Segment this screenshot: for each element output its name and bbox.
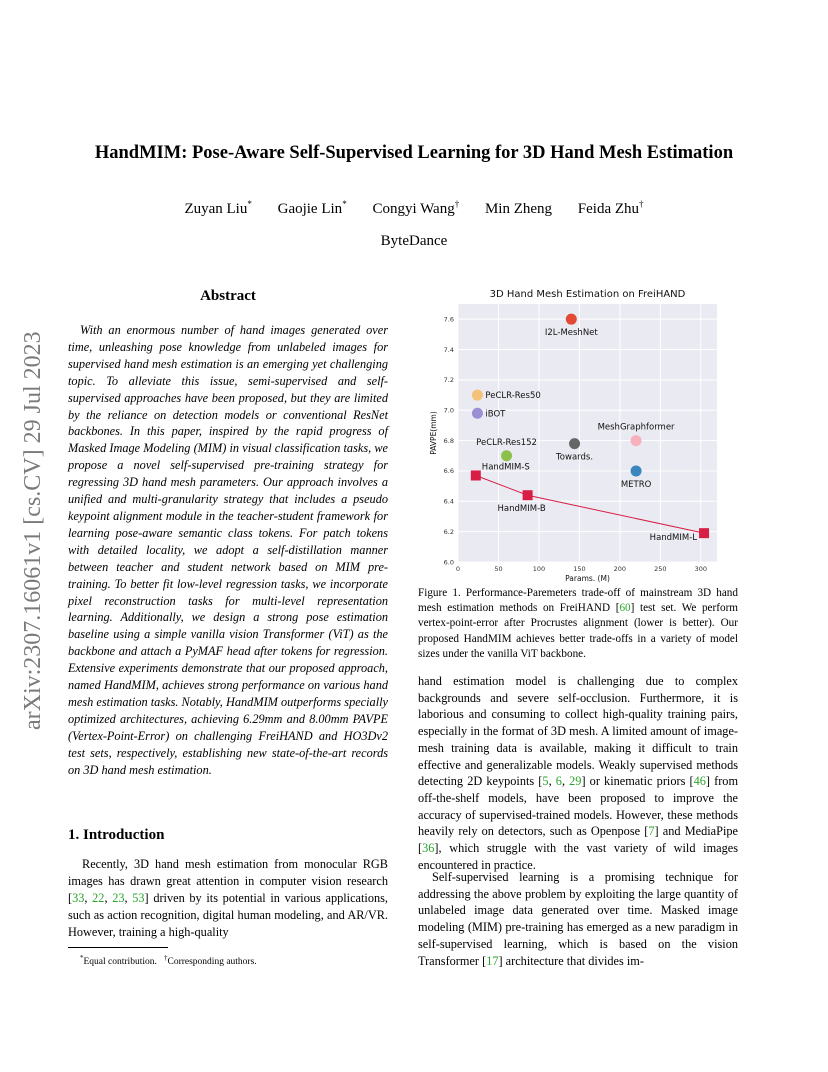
y-tick-label: 6.8: [443, 436, 454, 445]
y-tick-label: 7.4: [443, 345, 454, 354]
point-label: MeshGraphformer: [597, 422, 675, 433]
y-tick-label: 6.6: [443, 467, 454, 476]
introduction-paragraph: Recently, 3D hand mesh estimation from monocular RGB images has drawn great attention in computer vision research [33, 22, 23, 53] driven by its potential in various applications, such as action recognition, digital human modeling, and AR/VR. However, training a high-quality: [68, 857, 388, 939]
point-label: PeCLR-Res152: [476, 437, 537, 448]
data-point: [472, 390, 483, 401]
author-list: [0, 194, 828, 219]
x-tick-label: 300: [694, 565, 708, 573]
y-tick-label: 7.6: [443, 315, 454, 324]
x-tick-label: 50: [494, 565, 503, 573]
affiliation: ByteDance: [380, 233, 448, 249]
footnote-divider: [68, 947, 168, 948]
data-point: [631, 465, 642, 476]
section-heading-introduction: 1. Introduction: [68, 827, 165, 843]
author: Min Zheng: [484, 201, 553, 217]
plot-area: [458, 304, 717, 562]
abstract-heading: Abstract: [200, 288, 256, 304]
x-tick-label: 200: [613, 565, 627, 573]
data-point: [631, 435, 642, 446]
citation-link[interactable]: 5: [542, 774, 549, 789]
series-point-label: HandMIM-L: [649, 533, 698, 544]
citation-link[interactable]: 33: [72, 891, 85, 905]
series-marker: [471, 470, 481, 480]
citation-link[interactable]: 53: [132, 891, 145, 905]
series-marker: [699, 528, 709, 538]
scatter-plot: [412, 282, 742, 587]
chart-title: 3D Hand Mesh Estimation on FreiHAND: [489, 289, 686, 300]
citation-link[interactable]: 7: [648, 824, 655, 839]
author: Gaojie Lin*: [277, 199, 347, 217]
footnote: *Equal contribution. †Corresponding authors.: [80, 954, 257, 968]
x-tick-label: 250: [654, 565, 667, 573]
paper-title: HandMIM: Pose-Aware Self-Supervised Learning for 3D Hand Mesh Estimation: [94, 143, 734, 163]
point-label: METRO: [620, 479, 652, 490]
series-marker: [523, 490, 533, 500]
citation-link[interactable]: 17: [486, 953, 499, 968]
arxiv-stamp: arXiv:2307.16061v1 [cs.CV] 29 Jul 2023: [20, 331, 46, 731]
y-tick-label: 7.2: [443, 376, 454, 385]
point-label: iBOT: [485, 409, 506, 420]
body-paragraph: hand estimation model is challenging due to complex backgrounds and severe self-occlusion. Furthermore, it is laborious and consuming to collect high-quality training pairs, especially in the format of 3D mesh. A limited amount of image-mesh training data is available, making it difficult to train effective and generalizable models. Weakly supervised methods detecting 2D keypoints [5, 6, 29] or kinematic priors [46] from off-the-shelf models, have been proposed to improve the accuracy of supervised-trained models. However, these methods heavily rely on detectors, such as Openpose [7] and MediaPipe [36], which struggle with the vast variety of wild images encountered in practice.: [418, 674, 739, 872]
point-label: I2L-MeshNet: [544, 328, 598, 339]
citation-link[interactable]: 29: [569, 774, 582, 789]
y-tick-label: 6.2: [443, 527, 454, 536]
x-tick-label: 0: [455, 565, 461, 573]
citation-link[interactable]: 46: [693, 774, 706, 789]
figure-caption: Figure 1. Performance-Paremeters trade-off of mainstream 3D hand mesh estimation methods on FreiHAND [60] test set. We perform vertex-point-error after Procrustes alignment (lower is better). Our proposed HandMIM achieves better trade-offs in a variety of model sizes under the vanilla ViT backbone.: [418, 587, 738, 660]
body-paragraph: Self-supervised learning is a promising technique for addressing the above problem by exploiting the large quantity of unlabeled image data generated over time. Masked image modeling (MIM) pre-training has emerged as a new paradigm in self-supervised learning, which is based on the vision Transformer [17] architecture that divides im-: [418, 870, 738, 968]
y-tick-label: 6.0: [443, 558, 454, 567]
citation-link[interactable]: 60: [619, 602, 631, 615]
figure-1-chart: [412, 282, 742, 587]
point-label: PeCLR-Res50: [485, 391, 541, 402]
data-point: [569, 438, 580, 449]
author: Congyi Wang†: [372, 199, 460, 217]
y-tick-label: 7.0: [443, 406, 454, 415]
abstract-text: With an enormous number of hand images generated over time, unleashing pose knowledge from unlabeled images for supervised hand mesh estimation is an emerging yet challenging topic. To alleviate this issue, semi-supervised and self-supervised approaches have been proposed, but they are limited by the reliance on detection models or conventional ResNet backbones. In this paper, inspired by the rapid progress of Masked Image Modeling (MIM) in visual classification tasks, we propose a novel self-supervised pre-training strategy for regressing 3D hand mesh parameters. Our approach involves a unified and multi-granularity strategy that includes a pseudo keypoint alignment module in the teacher-student framework for learning pose-aware semantic class tokens. For patch tokens with detailed locality, we adopt a self-distillation manner between teacher and student network based on MIM pre-training. To better fit low-level regression tasks, we incorporate pixel reconstruction tasks for multi-level representation learning. Additionally, we design a strong pose estimation baseline using a simple vanilla vision Transformer (ViT) as the backbone and attach a PyMAF head after tokens for regression. Extensive experiments demonstrate that our proposed approach, named HandMIM, achieves strong performance on various hand mesh estimation tasks. Notably, HandMIM outperforms specially optimized architectures, achieving 6.29mm and 8.00mm PAVPE (Vertex-Point-Error) on challenging FreiHAND and HO3Dv2 test sets, respectively, establishing new state-of-the-art records on 3D hand mesh estimation.: [68, 323, 388, 777]
y-axis-label: PAVPE(mm): [429, 411, 438, 455]
author: Zuyan Liu*: [184, 199, 252, 217]
y-tick-label: 6.4: [443, 497, 454, 506]
citation-link[interactable]: 36: [422, 841, 435, 856]
citation-link[interactable]: 22: [92, 891, 105, 905]
x-tick-label: 150: [573, 565, 586, 573]
citation-link[interactable]: 6: [555, 774, 562, 789]
data-point: [566, 314, 577, 325]
series-point-label: HandMIM-B: [497, 504, 546, 515]
citation-link[interactable]: 23: [112, 891, 125, 905]
x-tick-label: 100: [532, 565, 546, 573]
data-point: [501, 450, 512, 461]
point-label: Towards.: [556, 452, 594, 463]
data-point: [472, 408, 483, 419]
author: Feida Zhu†: [577, 199, 644, 217]
x-axis-label: Params. (M): [565, 574, 610, 583]
series-point-label: HandMIM-S: [481, 462, 530, 473]
